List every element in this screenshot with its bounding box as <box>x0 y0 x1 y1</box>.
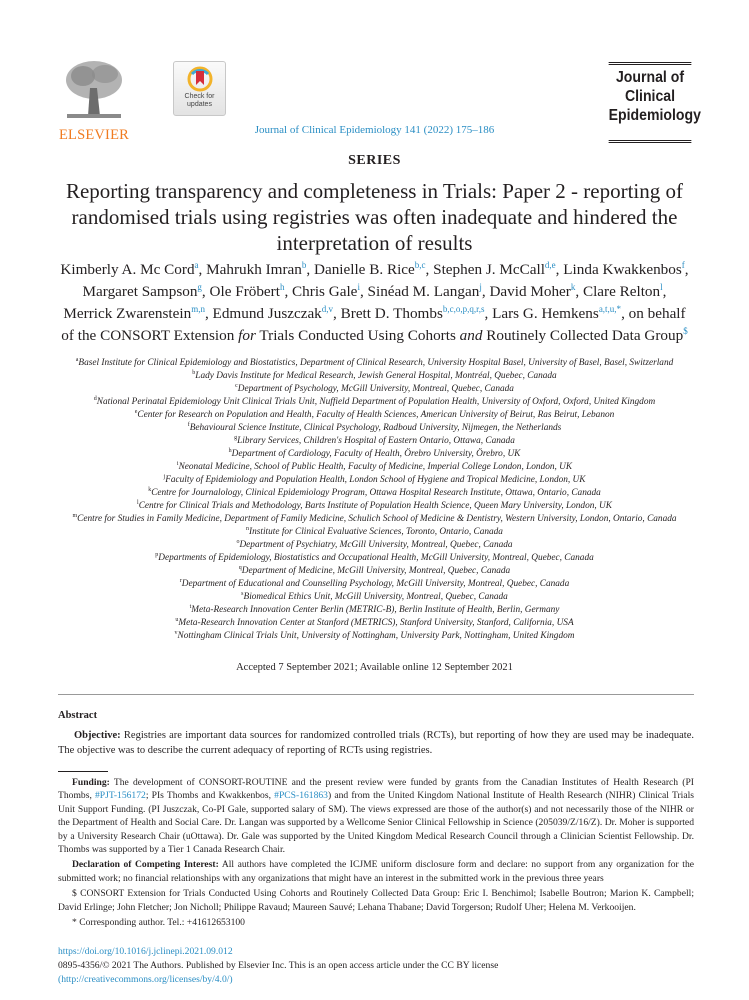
affiliation-ref[interactable]: l <box>660 282 663 292</box>
affiliation-text: Department of Educational and Counselling Psychology, McGill University, Montreal, Quebec, Canada <box>181 579 570 589</box>
affiliation-letter: k <box>148 487 152 493</box>
affiliation <box>58 474 691 487</box>
author: Chris Gale <box>292 283 358 300</box>
affiliation-text: Nottingham Clinical Trials Unit, University of Nottingham, University Park, Nottingham, United Kingdom <box>177 631 575 641</box>
author: Kimberly A. Mc Cord <box>60 261 195 278</box>
group-for: for <box>238 327 256 344</box>
affiliation-letter: i <box>176 461 179 467</box>
affiliation-list <box>58 357 691 643</box>
affiliation <box>58 526 691 539</box>
affiliation <box>58 500 691 513</box>
corresponding-note <box>58 916 694 929</box>
affiliation-text: Basel Institute for Clinical Epidemiology and Biostatistics, Department of Clinical Research, University Hospital Basel, University of Basel, Basel, Switzerland <box>78 358 674 368</box>
abstract-heading: Abstract <box>58 710 98 721</box>
group-and: and <box>459 327 483 344</box>
author: Sinéad M. Langan <box>367 283 480 300</box>
article-dates: Accepted 7 September 2021; Available online 12 September 2021 <box>236 662 513 673</box>
coi-label: Declaration of Competing Interest: <box>72 859 219 871</box>
affiliation-letter: j <box>163 474 166 480</box>
affiliation-ref[interactable]: a <box>194 260 199 270</box>
group-footnote-link[interactable]: $ <box>683 326 688 336</box>
journal-citation[interactable]: Journal of Clinical Epidemiology 141 (2022) 175–186 <box>254 124 495 136</box>
affiliation-letter: h <box>228 448 232 454</box>
affiliation <box>58 565 691 578</box>
footer <box>58 945 694 987</box>
affiliation-text: Department of Medicine, McGill University, Montreal, Quebec, Canada <box>241 566 511 576</box>
affiliation <box>58 591 691 604</box>
affiliation-letter: a <box>75 357 79 363</box>
group-suffix: Routinely Collected Data Group <box>486 327 684 344</box>
author: Linda Kwakkenbos <box>563 261 682 278</box>
affiliation <box>58 396 691 409</box>
affiliation-text: Institute for Clinical Evaluative Sciences, Toronto, Ontario, Canada <box>249 527 503 537</box>
author: Danielle B. Rice <box>313 261 415 278</box>
affiliation <box>58 552 691 565</box>
journal-logo-line: Journal of <box>615 69 685 86</box>
group-prefix: on behalf of the CONSORT Extension <box>61 305 686 344</box>
section-label: SERIES <box>348 153 401 168</box>
affiliation-letter: o <box>236 539 240 545</box>
affiliation-letter: p <box>155 552 159 558</box>
objective-label: Objective: <box>74 730 121 741</box>
affiliation-letter: q <box>238 565 242 571</box>
doi-link[interactable]: https://doi.org/10.1016/j.jclinepi.2021.09.012 <box>58 946 233 957</box>
abstract-objective <box>58 728 694 758</box>
affiliation-text: Behavioural Science Institute, Clinical Psychology, Radboud University, Nijmegen, the Netherlands <box>189 423 562 433</box>
affiliation-letter: r <box>179 578 182 584</box>
affiliation-ref[interactable]: g <box>197 282 202 292</box>
author: Margaret Sampson <box>82 283 198 300</box>
objective-text: Registries are important data sources for randomized controlled trials (RCTs), but reporting of how they are used may be inadequate. The objective was to describe the current adequacy of reporting of RCTs using registries. <box>58 730 694 756</box>
affiliation-ref[interactable]: k <box>570 282 576 292</box>
affiliation-letter: c <box>235 383 238 389</box>
funding-note <box>58 776 694 856</box>
competing-interest-note <box>58 858 694 885</box>
affiliation-text: Centre for Clinical Trials and Methodology, Barts Institute of Population Health Science, Queen Mary University, London, UK <box>138 501 612 511</box>
author: Clare Relton <box>582 283 661 300</box>
license-link[interactable]: (http://creativecommons.org/licenses/by/4.0/) <box>58 974 233 985</box>
affiliation-text: Library Services, Children's Hospital of Eastern Ontario, Ottawa, Canada <box>237 436 515 446</box>
affiliation-letter: u <box>175 617 179 623</box>
affiliation-letter: b <box>192 370 196 376</box>
affiliation <box>58 578 691 591</box>
affiliation-text: Meta-Research Innovation Center Berlin (METRIC-B), Berlin Institute of Health, Berlin, Germany <box>191 605 560 615</box>
footnotes <box>58 776 694 931</box>
affiliation-letter: t <box>189 604 192 610</box>
affiliation-letter: d <box>93 396 97 402</box>
affiliation-text: Faculty of Epidemiology and Population Health, London School of Hygiene and Tropical Medicine, London, UK <box>165 475 586 485</box>
affiliation-ref[interactable]: j <box>479 282 482 292</box>
affiliation-ref[interactable]: b,c,o,p,q,r,s <box>442 304 485 314</box>
corresponding-text: Corresponding author. Tel.: +41612653100 <box>79 917 245 929</box>
affiliation-letter: g <box>234 435 238 441</box>
affiliation <box>58 409 691 422</box>
affiliation <box>58 539 691 552</box>
affiliation-text: Department of Cardiology, Faculty of Health, Örebro University, Örebro, UK <box>231 449 521 459</box>
elsevier-tree-icon <box>63 58 125 120</box>
affiliation-letter: e <box>134 409 138 415</box>
journal-logo-line: Epidemiology <box>608 107 701 124</box>
affiliation-letter: n <box>246 526 250 532</box>
affiliation <box>58 370 691 383</box>
coi-text: All authors have completed the ICJME uniform disclosure form and declare: no support from any organization for the submitted work; no financial relationships with any organizations that might have an interest in the submitted work in the previous three years <box>58 859 694 884</box>
affiliation <box>58 604 691 617</box>
group-note <box>58 887 694 914</box>
author: Lars G. Hemkens <box>492 305 599 322</box>
affiliation-letter: l <box>137 500 139 506</box>
affiliation <box>58 461 691 474</box>
funding-text: ) and from the United Kingdom National Institute of Health Research (NIHR) Clinical Trials Unit Support Funding. (PI Juszczak, Co-PI Gale, supported salary of SM). The views expressed are those of the author(s) and not necessarily those of the NIHR or the Department of Health and Social Care. Dr. Langan was supported by a Wellcome Senior Clinical Fellowship in Science (205039/Z/16/Z). Dr. Moher is supported by a University Research Chair (uOttawa). Dr. Gale was supported by the United Kingdom Medical Research Council through a Clinician Scientist Fellowship. Dr. Thombs was supported by a Tier 1 Canada Research Chair. <box>58 790 694 856</box>
affiliation-text: Department of Psychiatry, McGill University, Montreal, Quebec, Canada <box>239 540 513 550</box>
affiliation-text: Department of Psychology, McGill University, Montreal, Quebec, Canada <box>237 384 514 394</box>
author-list: Kimberly A. Mc Cord$^a$, Mahrukh Imran$^b$, Danielle B. Rice$^{b,c}$, Stephen J. McCall$^{d,e}$, Linda Kwakkenbos$^f$, Margaret Sampson$^g$, Ole Fröbert$^h$, Chris Gale$^i$, Sinéad M. Langan$^j$, David Moher$^k$, Clare Relton$^l$, Merrick Zwarenstein$^{m,n}$, Edmund Juszczak$^{d,v}$, Brett D. Thombs$^{b,c,o,p,q,r,s}$, Lars G. Hemkens$^{a,t,u,*}$, on behalf of the CONSORT Extension for Trials Conducted Using Cohorts and Routinely Collected Data Group$ <box>60 260 689 344</box>
affiliation <box>58 383 691 396</box>
affiliation-text: Meta-Research Innovation Center at Stanford (METRICS), Stanford University, Stanford, California, USA <box>178 618 574 628</box>
group-text: CONSORT Extension for Trials Conducted Using Cohorts and Routinely Collected Data Group: Eric I. Benchimol; Isabelle Boutron; Marion K. Campbell; David Erlinge; John Fletcher; Jon Nicholl; Philippe Ravaud; Maureen Sauvé; Lehana Thabane; David Torgerson; Rudolf Uher; Helena M. Verkooijen. <box>58 888 694 913</box>
affiliation-ref[interactable]: d,e <box>544 260 556 270</box>
affiliation-text: Neonatal Medicine, School of Public Health, Faculty of Medicine, Imperial College London, London, UK <box>178 462 573 472</box>
affiliation <box>58 357 691 370</box>
author: Merrick Zwarenstein <box>63 305 192 322</box>
funding-text: ; PIs Thombs and Kwakkenbos, <box>145 790 275 802</box>
footnote-divider <box>58 771 108 772</box>
author: David Moher <box>489 283 571 300</box>
affiliation-text: Lady Davis Institute for Medical Research, Jewish General Hospital, Montréal, Quebec, Canada <box>195 371 557 381</box>
corresponding-mark: * <box>72 917 77 929</box>
affiliation <box>58 513 691 526</box>
affiliation-text: Center for Research on Population and Health, Faculty of Health Sciences, American University of Beirut, Ras Beirut, Lebanon <box>137 410 615 420</box>
affiliation-text: Departments of Epidemiology, Biostatistics and Occupational Health, McGill University, Montreal, Quebec, Canada <box>158 553 594 563</box>
publisher-name: ELSEVIER <box>58 127 130 143</box>
journal-logo-line: Clinical <box>624 88 676 105</box>
check-for-updates-badge[interactable] <box>173 61 226 116</box>
affiliation-text: National Perinatal Epidemiology Unit Clinical Trials Unit, Nuffield Department of Population Health, University of Oxford, Oxford, United Kingdom <box>96 397 656 407</box>
grant-link[interactable]: #PJT-156172 <box>95 790 146 802</box>
affiliation <box>58 487 691 500</box>
affiliation-ref[interactable]: b,c <box>414 260 426 270</box>
affiliation-ref[interactable]: i <box>357 282 360 292</box>
license-text: 0895-4356/© 2021 The Authors. Published by Elsevier Inc. This is an open access article under the CC BY license <box>58 960 499 971</box>
author: Mahrukh Imran <box>206 261 302 278</box>
affiliation-letter: v <box>174 630 178 636</box>
author: Brett D. Thombs <box>340 305 443 322</box>
affiliation-ref[interactable]: m,n <box>191 304 205 314</box>
crossmark-icon <box>187 66 213 92</box>
divider <box>58 694 694 695</box>
affiliation-ref[interactable]: h <box>279 282 285 292</box>
affiliation <box>58 617 691 630</box>
affiliation-ref[interactable]: d,v <box>321 304 334 314</box>
affiliation <box>58 630 691 643</box>
affiliation-text: Centre for Journalology, Clinical Epidemiology Program, Ottawa Hospital Research Institute, Ottawa, Ontario, Canada <box>151 488 601 498</box>
affiliation <box>58 422 691 435</box>
funding-text: The development of CONSORT-ROUTINE and the present review were funded by grants from the Canadian Institutes of Health Research (PI Thombs, <box>58 777 694 802</box>
author: Ole Fröbert <box>209 283 280 300</box>
grant-link[interactable]: #PCS-161863 <box>274 790 328 802</box>
check-for-updates-label: Check for updates <box>184 93 215 108</box>
affiliation-ref[interactable]: b <box>301 260 307 270</box>
funding-label: Funding: <box>72 777 110 788</box>
article-title: Reporting transparency and completeness in Trials: Paper 2 - reporting of randomised trials using registries was often inadequate and hindered the interpretation of results <box>65 179 684 255</box>
affiliation-ref[interactable]: a,t,u,* <box>598 304 622 314</box>
affiliation-letter: m <box>72 513 78 519</box>
affiliation-ref[interactable]: f <box>681 260 685 270</box>
author: Edmund Juszczak <box>212 305 322 322</box>
affiliation-text: Centre for Studies in Family Medicine, Department of Family Medicine, Schulich School of Medicine & Dentistry, Western University, London, Ontario, Canada <box>77 514 677 524</box>
group-middle: Trials Conducted Using Cohorts <box>259 327 456 344</box>
author: Stephen J. McCall <box>433 261 545 278</box>
affiliation-text: Biomedical Ethics Unit, McGill University, Montreal, Quebec, Canada <box>243 592 508 602</box>
affiliation-letter: f <box>187 422 190 428</box>
group-mark: $ <box>72 888 77 900</box>
affiliation-letter: s <box>241 591 244 597</box>
affiliation <box>58 435 691 448</box>
affiliation <box>58 448 691 461</box>
